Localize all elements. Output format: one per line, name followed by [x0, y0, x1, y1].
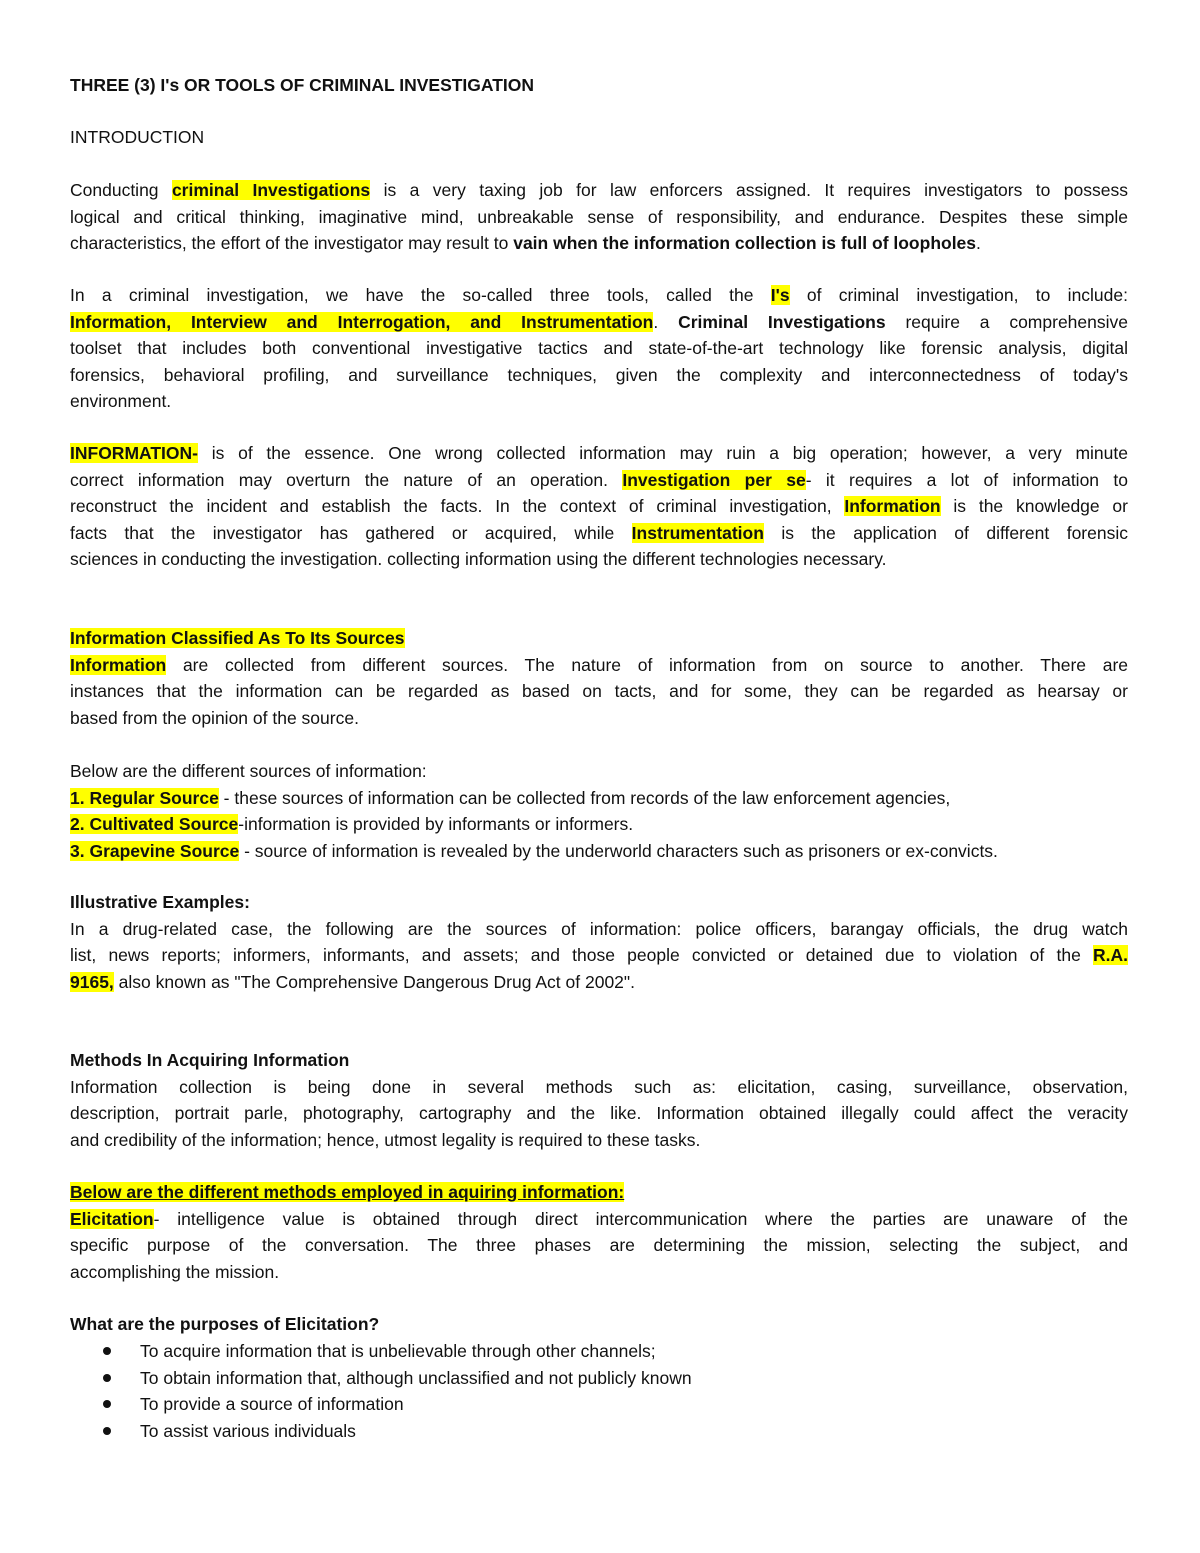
highlight-term: Elicitation — [70, 1208, 154, 1229]
methods-employed-heading-line — [70, 1179, 1128, 1206]
highlight-term: Information — [844, 496, 941, 516]
highlight-term: Instrumentation — [631, 522, 764, 543]
bullet-icon — [103, 1347, 111, 1355]
highlight-term: R.A. — [1093, 945, 1128, 965]
intro-line-3 — [70, 230, 1128, 257]
source-item — [70, 785, 1128, 812]
classified-line-3: based from the opinion of the source. — [70, 707, 359, 728]
examples-section — [70, 889, 1128, 995]
document-title: THREE (3) I's OR TOOLS OF CRIMINAL INVESTIGATION — [70, 75, 535, 95]
highlight-term: Information, Interview and Interrogation, and Instrumentation — [70, 311, 654, 332]
list-item — [100, 1365, 1000, 1392]
bullet-icon — [103, 1374, 111, 1382]
text-run: is the application of different forensic — [763, 522, 1128, 543]
text-run: . — [653, 311, 679, 332]
source-label: 3. Grapevine Source — [70, 840, 240, 861]
highlight-term: I's — [770, 285, 790, 305]
source-text: - source of information is revealed by the underworld characters such as prisoners or ex-convicts. — [239, 840, 998, 861]
sources-intro: Below are the different sources of information: — [70, 761, 427, 781]
source-item — [70, 811, 1128, 838]
information-line-4 — [70, 520, 1128, 547]
classified-section — [70, 625, 1128, 731]
highlight-term: Investigation per se — [622, 469, 806, 490]
source-label: 2. Cultivated Source — [70, 814, 239, 834]
highlight-term: 9165, — [70, 971, 114, 992]
introduction-heading: INTRODUCTION — [70, 127, 205, 147]
text-run: Conducting — [70, 180, 172, 200]
elicitation-line-1 — [70, 1206, 1128, 1233]
text-run: require a comprehensive — [885, 311, 1128, 332]
bullet-icon — [103, 1400, 111, 1408]
methods-line-1: Information collection is being done in several methods such as: elicitation, casing, surveillance, observation, — [70, 1076, 1128, 1097]
examples-line-3 — [70, 969, 1128, 996]
list-item-text: To provide a source of information — [140, 1394, 404, 1414]
tools-line-3: toolset that includes both conventional investigative tactics and state-of-the-art technology like forensic analysis, digital — [70, 338, 1128, 358]
list-item — [100, 1418, 1000, 1445]
elicitation-line-3: accomplishing the mission. — [70, 1261, 280, 1282]
information-line-3 — [70, 493, 1128, 520]
methods-section — [70, 1047, 1128, 1153]
bold-phrase: vain when the information collection is full of loopholes — [513, 233, 977, 253]
methods-heading: Methods In Acquiring Information — [70, 1050, 350, 1070]
source-text: -information is provided by informants or informers. — [238, 814, 634, 834]
tools-line-5: environment. — [70, 391, 172, 411]
information-line-2 — [70, 467, 1128, 494]
list-item-text: To assist various individuals — [140, 1420, 356, 1441]
list-item — [100, 1338, 1000, 1365]
text-run: . — [976, 233, 981, 253]
examples-line-2 — [70, 942, 1128, 969]
source-label: 1. Regular Source — [70, 787, 219, 808]
tools-paragraph — [70, 282, 1128, 415]
text-run: In a criminal investigation, we have the so-called three tools, called the — [70, 285, 771, 305]
intro-line-1 — [70, 177, 1128, 204]
text-run: correct information may overturn the nature of an operation. — [70, 469, 623, 490]
elicitation-line-2: specific purpose of the conversation. The three phases are determining the mission, selecting the subject, and — [70, 1235, 1128, 1255]
source-text: - these sources of information can be collected from records of the law enforcement agencies, — [218, 787, 951, 808]
intro-paragraph — [70, 177, 1128, 257]
tools-line-1 — [70, 282, 1128, 309]
source-item — [70, 838, 1128, 865]
text-run: of criminal investigation, to include: — [789, 285, 1128, 305]
tools-line-2 — [70, 309, 1128, 336]
text-run: is of the essence. One wrong collected information may ruin a big operation; however, a very minute — [198, 443, 1128, 463]
examples-line-1: In a drug-related case, the following are the sources of information: police officers, barangay officials, the drug watch — [70, 918, 1128, 939]
text-run: - intelligence value is obtained through direct intercommunication where the parties are unaware of the — [153, 1208, 1128, 1229]
bold-phrase: Criminal Investigations — [678, 311, 886, 332]
list-item-text: To acquire information that is unbelievable through other channels; — [140, 1341, 656, 1361]
text-run: reconstruct the incident and establish the facts. In the context of criminal investigation, — [70, 496, 845, 516]
methods-line-3: and credibility of the information; hence, utmost legality is required to these tasks. — [70, 1129, 701, 1150]
purposes-heading: What are the purposes of Elicitation? — [70, 1314, 380, 1334]
classified-heading-line — [70, 625, 1128, 652]
methods-employed-heading: Below are the different methods employed in aquiring information: — [70, 1182, 625, 1202]
text-run: - it requires a lot of information to — [805, 469, 1128, 490]
bullet-icon — [103, 1427, 111, 1435]
text-run: are collected from different sources. The nature of information from on source to another. There are — [166, 654, 1128, 675]
classified-line-2: instances that the information can be regarded as based on tacts, and for some, they can be regarded as hearsay or — [70, 681, 1128, 701]
text-run: facts that the investigator has gathered or acquired, while — [70, 522, 632, 543]
highlight-term: criminal Investigations — [171, 180, 371, 200]
text-run: also known as "The Comprehensive Dangerous Drug Act of 2002". — [113, 971, 635, 992]
sources-list — [70, 758, 1128, 864]
methods-line-2: description, portrait parle, photography, cartography and the like. Information obtained illegally could affect the veracity — [70, 1103, 1128, 1123]
text-run: characteristics, the effort of the investigator may result to — [70, 233, 514, 253]
examples-heading: Illustrative Examples: — [70, 892, 250, 912]
highlight-term: Information — [70, 654, 167, 675]
highlight-term: INFORMATION- — [70, 443, 198, 463]
classified-line-1 — [70, 652, 1128, 679]
tools-line-4: forensics, behavioral profiling, and surveillance techniques, given the complexity and interconnectedness of today's — [70, 364, 1128, 385]
list-item-text: To obtain information that, although unclassified and not publicly known — [140, 1367, 692, 1388]
text-run: is the knowledge or — [940, 496, 1128, 516]
classified-heading: Information Classified As To Its Sources — [70, 628, 405, 648]
information-line-5: sciences in conducting the investigation. collecting information using the different technologies necessary. — [70, 549, 887, 569]
text-run: list, news reports; informers, informants, and assets; and those people convicted or detained due to violation of the — [70, 945, 1093, 965]
list-item — [100, 1391, 1000, 1418]
information-paragraph — [70, 440, 1128, 573]
methods-employed-section — [70, 1179, 1128, 1285]
intro-line-2: logical and critical thinking, imaginative mind, unbreakable sense of responsibility, and endurance. Despites these simple — [70, 206, 1128, 227]
purposes-list — [100, 1338, 1000, 1444]
text-run: is a very taxing job for law enforcers assigned. It requires investigators to possess — [370, 180, 1128, 200]
information-line-1 — [70, 440, 1128, 467]
